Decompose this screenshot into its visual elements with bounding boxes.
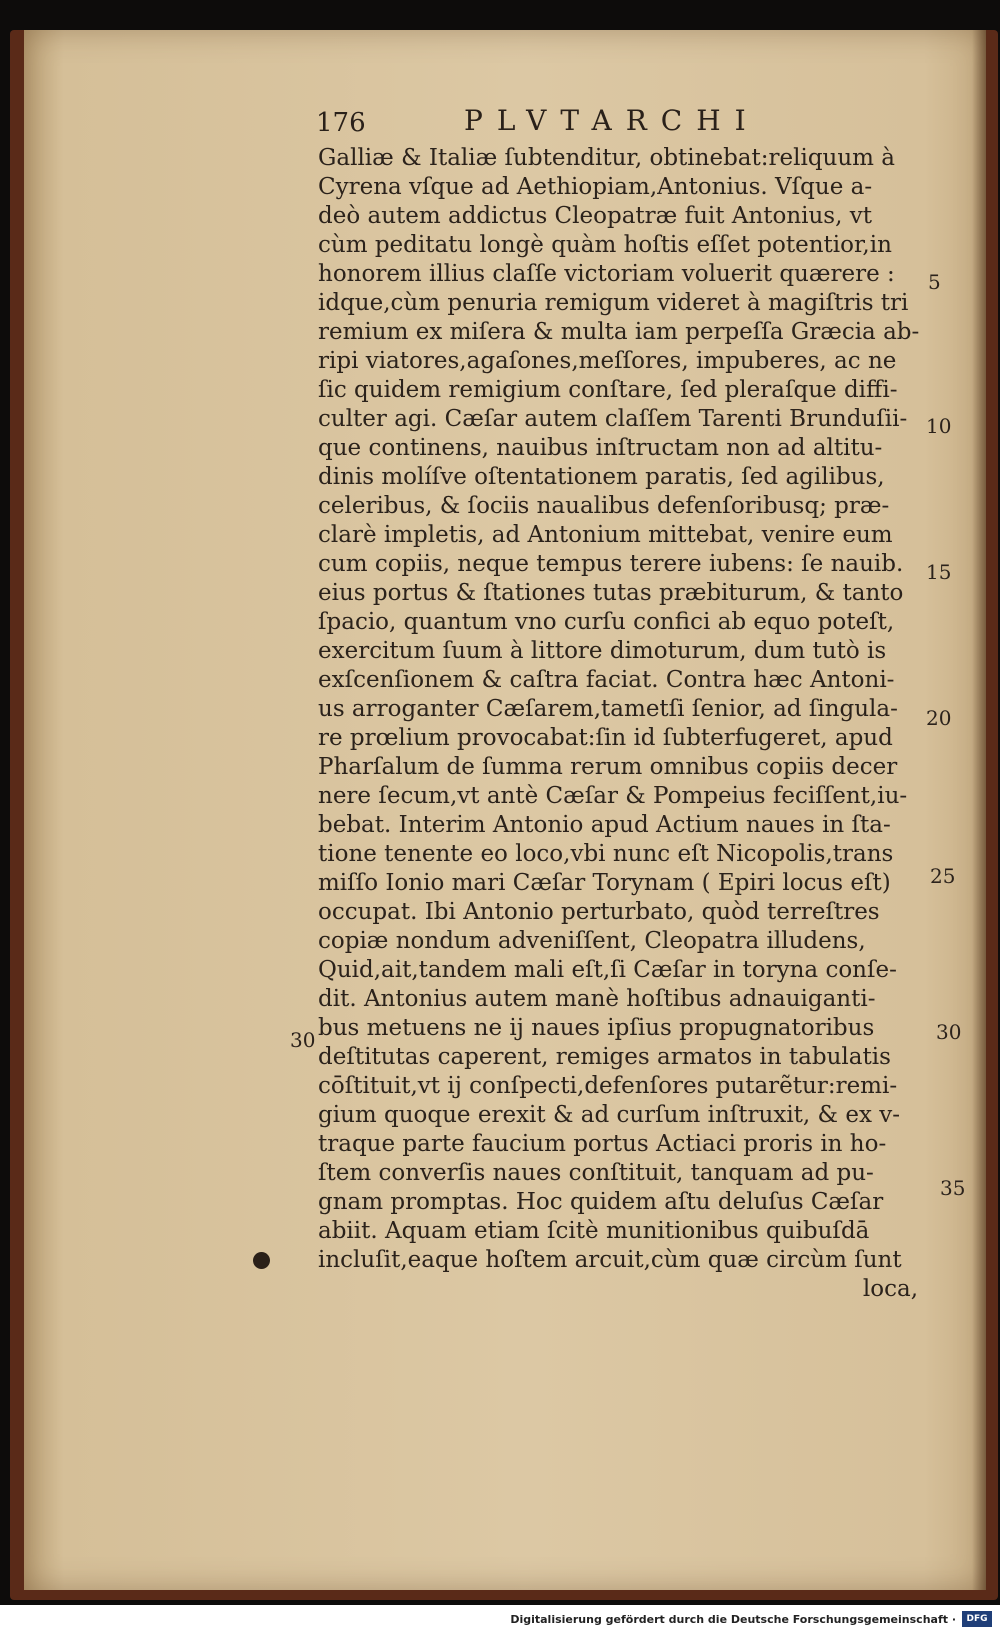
line-number-20: 20: [926, 706, 952, 730]
line-number-30-right: 30: [936, 1020, 962, 1044]
text-line: deſtitutas caperent, remiges armatos in tabulatis: [318, 1044, 891, 1070]
dfg-logo: DFG: [962, 1611, 992, 1627]
text-line: abiit. Aquam etiam ſcitè munitionibus quibuſdā: [318, 1218, 870, 1244]
text-line: Pharſalum de ſumma rerum omnibus copiis decer: [318, 754, 898, 780]
ink-spot: [253, 1252, 270, 1269]
catchword: loca,: [862, 1276, 918, 1302]
text-line: ſic quidem remigium conſtare, ſed pleraſque diffi-: [318, 377, 898, 403]
text-line: exſcenſionem & caſtra faciat. Contra hæc Antoni-: [318, 667, 895, 693]
text-line: incluſit,eaque hoſtem arcuit,cùm quæ circùm ſunt: [318, 1247, 902, 1273]
text-line: ſpacio, quantum vno curſu confici ab equo poteſt,: [318, 609, 895, 635]
text-line: cùm peditatu longè quàm hoſtis eſſet potentior,in: [318, 232, 892, 258]
text-line: bebat. Interim Antonio apud Actium naues in ſta-: [318, 812, 891, 838]
line-number-25: 25: [930, 864, 956, 888]
text-line: deò autem addictus Cleopatræ fuit Antonius, vt: [318, 203, 872, 229]
text-line: us arroganter Cæſarem,tametſi ſenior, ad ſingula-: [318, 696, 898, 722]
footer-bar: [0, 1605, 1000, 1637]
text-line: gium quoque erexit & ad curſum inſtruxit, & ex v-: [318, 1102, 900, 1128]
line-number-10: 10: [926, 414, 952, 438]
text-line: remium ex miſera & multa iam perpeſſa Græcia ab-: [318, 319, 920, 345]
text-line: cum copiis, neque tempus terere iubens: ſe nauib.: [318, 551, 904, 577]
text-line: dit. Antonius autem manè hoſtibus adnauiganti-: [318, 986, 876, 1012]
text-line: honorem illius claſſe victoriam voluerit quærere :: [318, 261, 895, 287]
text-line: eius portus & ſtationes tutas præbiturum, & tanto: [318, 580, 904, 606]
text-line: idque,cùm penuria remigum videret à magiſtris tri: [318, 290, 909, 316]
text-line: miſſo Ionio mari Cæſar Torynam ( Epiri locus eſt): [318, 870, 891, 896]
text-line: cōſtituit,vt ij conſpecti,defenſores putarẽtur:remi-: [318, 1073, 898, 1099]
text-line: exercitum ſuum à littore dimoturum, dum tutò is: [318, 638, 887, 664]
page-gutter-shadow: [972, 30, 986, 1590]
text-line: copiæ nondum adveniſſent, Cleopatra illudens,: [318, 928, 866, 954]
line-number-35: 35: [940, 1176, 966, 1200]
text-line: ripi viatores,agaſones,meſſores, impuberes, ac ne: [318, 348, 897, 374]
text-line: Cyrena vſque ad Aethiopiam,Antonius. Vſque a-: [318, 174, 873, 200]
page-number: 176: [316, 108, 366, 138]
text-line: bus metuens ne ij naues ipſius propugnatoribus: [318, 1015, 875, 1041]
text-line: celeribus, & ſociis naualibus defenſoribusq; præ-: [318, 493, 890, 519]
line-number-15: 15: [926, 560, 952, 584]
line-number-5: 5: [928, 270, 941, 294]
text-line: clarè impletis, ad Antonium mittebat, venire eum: [318, 522, 893, 548]
text-line: nere ſecum,vt antè Cæſar & Pompeius feciſſent,iu-: [318, 783, 908, 809]
text-line: Galliæ & Italiæ ſubtenditur, obtinebat:reliquum à: [318, 145, 896, 171]
text-line: culter agi. Cæſar autem claſſem Tarenti Brunduſii-: [318, 406, 908, 432]
text-line: Quid,ait,tandem mali eſt,ſi Cæſar in toryna conſe-: [318, 957, 897, 983]
text-line: occupat. Ibi Antonio perturbato, quòd terreſtres: [318, 899, 880, 925]
running-title: PLVTARCHI: [464, 104, 760, 137]
body-text: [318, 144, 928, 1304]
text-line: re prœlium provocabat:ſin id ſubterfugeret, apud: [318, 725, 893, 751]
text-line: tione tenente eo loco,vbi nunc eſt Nicopolis,trans: [318, 841, 894, 867]
text-line: dinis molíſve oſtentationem paratis, ſed agilibus,: [318, 464, 885, 490]
line-number-30-left: 30: [290, 1028, 316, 1052]
text-line: gnam promptas. Hoc quidem aſtu deluſus Cæſar: [318, 1189, 884, 1215]
text-line: que continens, nauibus inſtructam non ad altitu-: [318, 435, 883, 461]
page-header: [292, 104, 772, 144]
text-line: traque parte faucium portus Actiaci proris in ho-: [318, 1131, 887, 1157]
text-line: ſtem converſis naues conſtituit, tanquam ad pu-: [318, 1160, 874, 1186]
funding-credit: Digitalisierung gefördert durch die Deutsche Forschungsgemeinschaft ·: [510, 1613, 956, 1626]
